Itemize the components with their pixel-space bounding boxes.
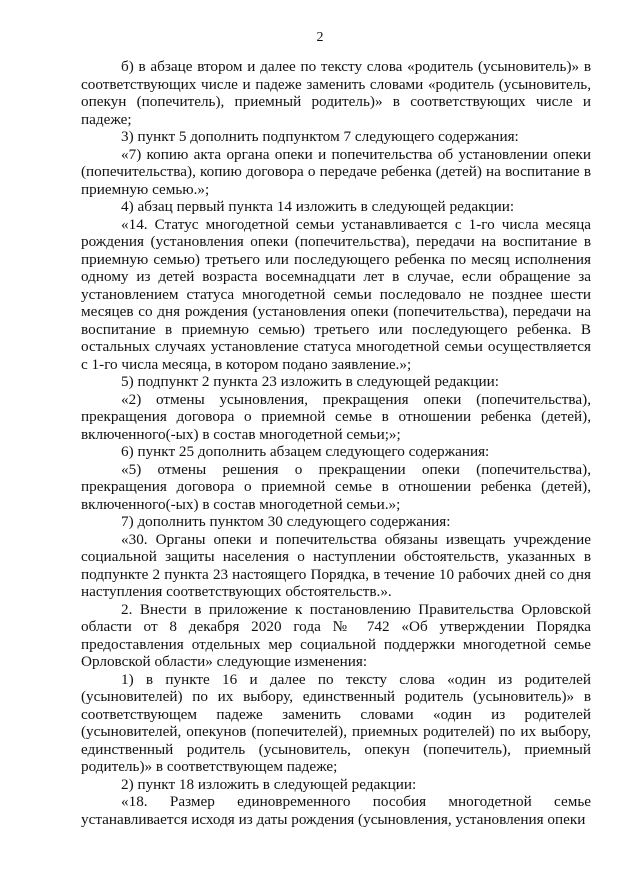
- document-body: [81, 58, 591, 828]
- paragraph-quote-2: «2) отмены усыновления, прекращения опеки (попечительства), прекращения договора о приемной семье в отношении ребенка (детей), включенного(-ых) в состав многодетной семьи;»;: [81, 390, 591, 443]
- paragraph-quote-7: «7) копию акта органа опеки и попечительства об установлении опеки (попечительства), копию договора о передаче ребенка (детей) на воспитание в приемную семью.»;: [81, 145, 591, 198]
- paragraph-item-b: б) в абзаце втором и далее по тексту слова «родитель (усыновитель)» в соответствующих числе и падеже заменить словами «родитель (усыновитель, опекун (попечитель), приемный родитель)» в соответствующих числе и падеже;: [81, 58, 591, 128]
- paragraph-quote-5: «5) отмены решения о прекращении опеки (попечительства), прекращения договора о приемной семье в отношении ребенка (детей), включенного(-ых) в состав многодетной семьи.»;: [81, 460, 591, 513]
- page-number: 2: [316, 30, 324, 45]
- paragraph-item-1: 1) в пункте 16 и далее по тексту слова «один из родителей (усыновителей) по их выбору, единственный родитель (усыновитель)» в соответствующем падеже заменить словами «один из родителей (усыновителей, опекунов (попечителей), приемных родителей) по их выбору, единственный родитель (усыновитель, опекун (попечитель), приемный родитель)» в соответствующем падеже;: [81, 670, 591, 775]
- paragraph-item-3: 3) пункт 5 дополнить подпунктом 7 следующего содержания:: [121, 128, 519, 145]
- paragraph-item-2: 2) пункт 18 изложить в следующей редакции:: [121, 775, 417, 793]
- paragraph-quote-30: «30. Органы опеки и попечительства обязаны извещать учреждение социальной защиты населения о наступлении обстоятельств, указанных в подпункте 2 пункта 23 настоящего Порядка, в течение 10 рабочих дней со дня наступления соответствующих обстоятельств.».: [81, 530, 591, 600]
- paragraph-quote-14: «14. Статус многодетной семьи устанавливается с 1-го числа месяца рождения (установления опеки (попечительства), передачи на воспитание в приемную семью) третьего или последующего ребенка по месяц исполнения одному из детей возраста восемнадцати лет в случае, если обращение за установлением статуса многодетной семьи последовало не позднее шести месяцев со дня рождения (установления опеки (попечительства), передачи на воспитание в приемную семью) третьего или последующего ребенка. В остальных случаях установление статуса многодетной семьи осуществляется с 1-го числа месяца, в котором подано заявление.»;: [81, 215, 591, 373]
- paragraph-item-7: 7) дополнить пунктом 30 следующего содержания:: [121, 513, 451, 530]
- paragraph-item-6: 6) пункт 25 дополнить абзацем следующего содержания:: [121, 443, 490, 460]
- paragraph-item-5: 5) подпункт 2 пункта 23 изложить в следующей редакции:: [121, 373, 500, 390]
- paragraph-quote-18: «18. Размер единовременного пособия многодетной семье устанавливается исходя из даты рождения (усыновления, установления опеки: [81, 793, 591, 828]
- paragraph-item-4: 4) абзац первый пункта 14 изложить в следующей редакции:: [121, 198, 515, 215]
- paragraph-section-2: 2. Внести в приложение к постановлению Правительства Орловской области от 8 декабря 2020 года № 742 «Об утверждении Порядка предоставления отдельных мер социальной поддержки многодетной семье Орловской области» следующие изменения:: [81, 600, 591, 670]
